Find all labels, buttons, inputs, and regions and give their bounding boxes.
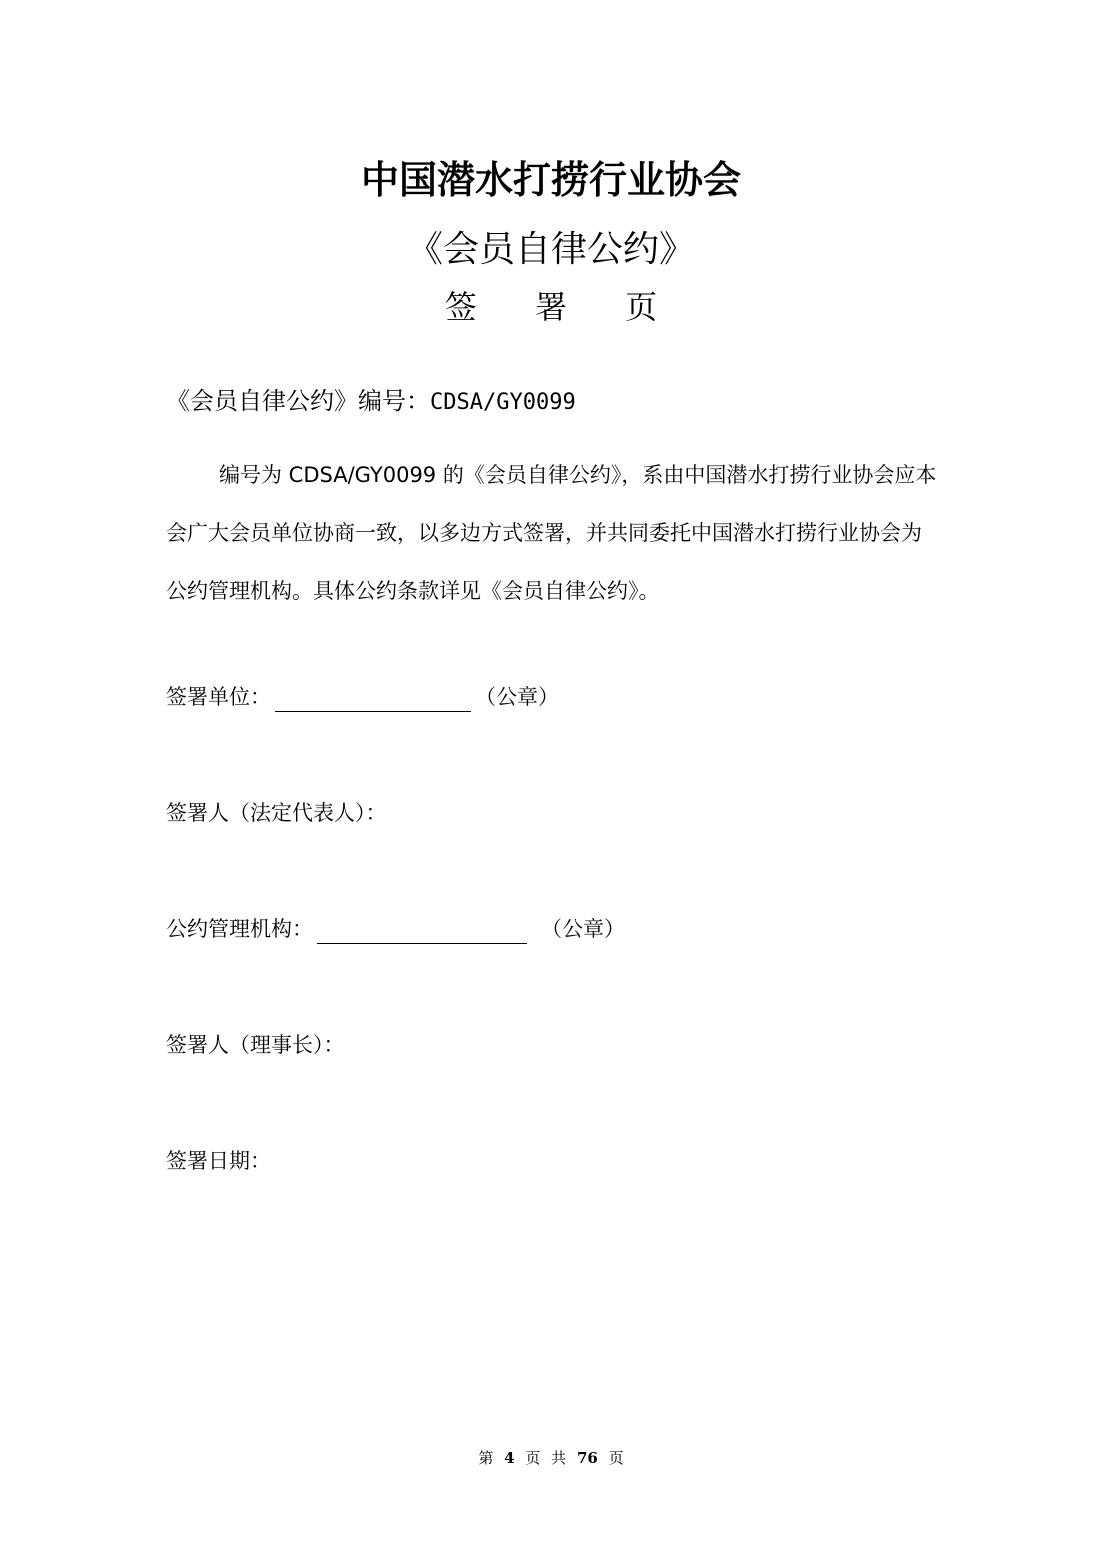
legal-rep-label: 签署人（法定代表人）：	[166, 801, 387, 825]
signing-unit-blank[interactable]	[275, 687, 471, 712]
convention-code-label: 《会员自律公约》编号：	[166, 387, 430, 415]
footer-prefix: 第	[478, 1449, 494, 1467]
legal-rep-row	[166, 796, 387, 830]
organization-title: 中国潜水打捞行业协会	[360, 157, 741, 202]
document-title: 《会员自律公约》	[406, 229, 695, 270]
signing-unit-label: 签署单位：	[166, 685, 271, 709]
managing-org-row	[166, 912, 625, 946]
footer-middle: 页 共	[525, 1449, 567, 1467]
total-page-count: 76	[576, 1449, 598, 1467]
convention-code-value: CDSA/GY0099	[430, 390, 576, 415]
signing-date-label: 签署日期：	[166, 1149, 271, 1173]
footer-suffix: 页	[608, 1449, 624, 1467]
managing-org-label: 公约管理机构：	[166, 917, 313, 941]
signature-page-title: 签 署 页	[444, 288, 682, 326]
chairman-row	[166, 1028, 345, 1062]
current-page-number: 4	[504, 1449, 515, 1467]
signing-unit-row	[166, 680, 559, 714]
chairman-label: 签署人（理事长）：	[166, 1033, 345, 1057]
signing-unit-seal-note: （公章）	[475, 685, 559, 709]
page-footer	[0, 1447, 1102, 1469]
managing-org-seal-note: （公章）	[541, 917, 625, 941]
managing-org-blank[interactable]	[317, 919, 527, 944]
signing-date-row	[166, 1144, 271, 1178]
convention-code-line	[166, 382, 576, 422]
intro-paragraph: 编号为 CDSA/GY0099 的《会员自律公约》，系由中国潜水打捞行业协会应本会广大会员单位协商一致，以多边方式签署，并共同委托中国潜水打捞行业协会为公约管理机构。具体公约条款详见《会员自律公约》。	[166, 463, 937, 603]
